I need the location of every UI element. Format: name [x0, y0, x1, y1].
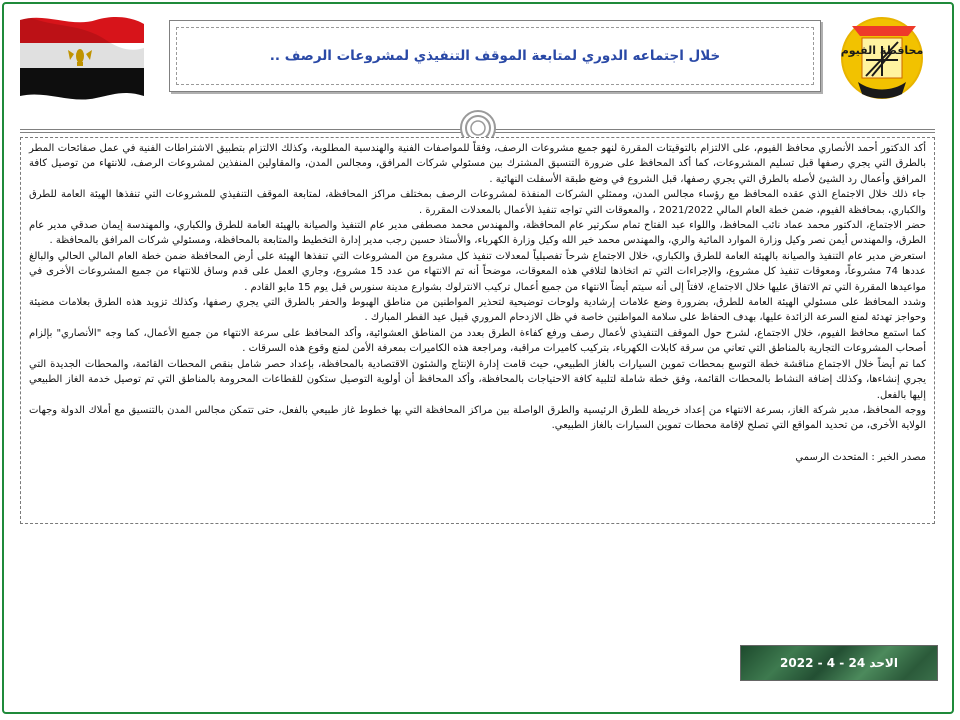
- article-source: مصدر الخبر : المتحدث الرسمي: [795, 451, 926, 463]
- fayoum-logo-icon: [832, 12, 936, 102]
- article-paragraph: استعرض مدير عام التنفيذ والصيانة بالهيئة العامة للطرق والكباري، خلال الاجتماع شرحاً تفصيلياً لمعدلات تنفيذ كل مشروع من المشروعات التي تنفذها الهيئة على أرض المحافظة ضمن خطة العام المالي الحالي والبالغ عددها 74 مشروعاً، ومعوقات تنفيذ كل مشروع، والإجراءات التي تم اتخاذها لتلافي هذه المعوقات، موضحاً أنه تم الانتهاء من عدد 15 مشروع، وجاري العمل على قدم وساق للانتهاء من جميع المشروعات الأخرى في مواعيدها المقررة التي تم الاتفاق عليها خلال الاجتماع، لافتاً إلى أنه سيتم أيضاً الانتهاء من جميع أعمال تركيب الانترلوك بشوارع مدينة سنورس قبل يوم 15 مايو القادم .: [29, 250, 926, 293]
- logo-text: محافظة الفيوم: [840, 44, 924, 57]
- headline-title: خلال اجتماعه الدوري لمتابعة الموقف التنفيذي لمشروعات الرصف ..: [269, 48, 721, 64]
- article-text: [29, 141, 926, 465]
- article-box: [20, 137, 935, 524]
- date-text: الاحد 24 - 4 - 2022: [780, 656, 898, 670]
- article-paragraph: أكد الدكتور أحمد الأنصاري محافظ الفيوم، على الالتزام بالتوقيتات المقررة لنهو جميع مشروعات الرصف، وفقاً للمواصفات الفنية والهندسية المطلوبة، وكذلك الالتزام بتطبيق الاشتراطات الفنية في عمل صفائحات المطر بالطرق التي يجري رصفها قبل تسليم المشروعات، كما أكد المحافظ على ضرورة التنسيق المشترك بين مسئولي شركات المرافق، ومجالس المدن، والمقاولين المنفذين لمشروعات الرصف، للانتهاء من توصيل كافة المرافق وأعمال رد الشيئ لأصله بالطرق التي يجري رصفها، قبل الشروع في وضع طبقة الأسفلت النهائية .: [29, 143, 926, 185]
- headline-inner: [176, 27, 814, 85]
- article-paragraph: وشدد المحافظ على مسئولي الهيئة العامة للطرق، بضرورة وضع علامات إرشادية ولوحات توضيحية لتحذير المواطنين من مناطق الهبوط والحفر بالطرق التي يجري رصفها، وكذلك تزويد هذه الطرق بعلامات مضيئة وحواجز تهدئة لمنع السرعة الزائدة عليها، بهدف الحفاظ على سلامة المواطنين خاصة في ظل الازدحام المروري قبيل عيد الفطر المبارك .: [29, 297, 926, 324]
- article-paragraph: كما تم أيضاً خلال الاجتماع مناقشة خطة التوسع بمحطات تموين السيارات بالغاز الطبيعي، حيث قامت إدارة الإنتاج والشئون الاقتصادية بالمحافظة، بإعداد حصر شامل بنقص المحطات القائمة، والمحطات الجديدة التي يجري إنشاءها، وكذلك إضافة النشاط بالمحطات القائمة، وفق خطة شاملة لتلبية كافة الاحتياجات بالمحافظة، وأكد المحافظ أن أولوية التوصيل ستكون للقطاعات المحرومة بالمناطق التي تم توصيل خدمة الغاز الطبيعي إليها بالفعل.: [29, 358, 926, 401]
- date-bar: [740, 645, 938, 681]
- headline-box: [169, 20, 821, 92]
- article-paragraph: ووجه المحافظ، مدير شركة الغاز، بسرعة الانتهاء من إعداد خريطة للطرق الرئيسية والطرق الواصلة بين مراكز المحافظة التي بها خطوط غاز طبيعي بالفعل، حتى تتمكن مجالس المدن بالتنسيق مع أملاك الدولة وجهات الولاية الأخرى، من تحديد المواقع التي تصلح لإقامة محطات تموين السيارات بالغاز الطبيعي.: [29, 404, 926, 432]
- article-paragraph: جاء ذلك خلال الاجتماع الذي عقده المحافظ مع رؤساء مجالس المدن، وممثلي الشركات المنفذة لمشروعات الرصف بمختلف مراكز المحافظة، لمتابعة الموقف التنفيذي للمشروعات التي تنفذها الهيئة العامة للطرق والكباري، بمحافظة الفيوم، ضمن خطة العام المالي 2021/2022 ، والمعوقات التي تواجه تنفيذ الأعمال بالمعدلات المقررة .: [29, 189, 926, 216]
- egypt-flag-icon: [16, 10, 148, 102]
- article-paragraph: كما استمع محافظ الفيوم، خلال الاجتماع، لشرح حول الموقف التنفيذي لأعمال رصف ورفع كفاءة الطرق بعدد من المناطق العشوائية، وأكد المحافظ على سرعة الانتهاء من جميع الأعمال، كما وجه "الأنصاري" بإلزام أصحاب المشروعات التجارية بالمناطق التي تعاني من سرقة كابلات الكهرباء، بتركيب كاميرات مراقبة، ومراجعة هذه الكاميرات بمعرفة الأمن لمنع وقوع هذه السرقات .: [29, 327, 926, 355]
- article-paragraph: حضر الاجتماع، الدكتور محمد عماد نائب المحافظ، واللواء عبد الفتاح تمام سكرتير عام المحافظة، والمهندس محمد مصطفى مدير عام التنفيذ والصيانة بالهيئة العامة للطرق والكباري، والمهندسة إيمان صدقي مدير عام الطرق، والمهندس أيمن نصر وكيل وزارة الموارد المائية والري، والمهندس محمد خير الله وكيل وزارة الكهرباء، والأستاذ حسين رجب مدير إدارة التخطيط والمتابعة بالمحافظة، ومسئولي شركات المرافق بالمحافظة .: [29, 220, 926, 247]
